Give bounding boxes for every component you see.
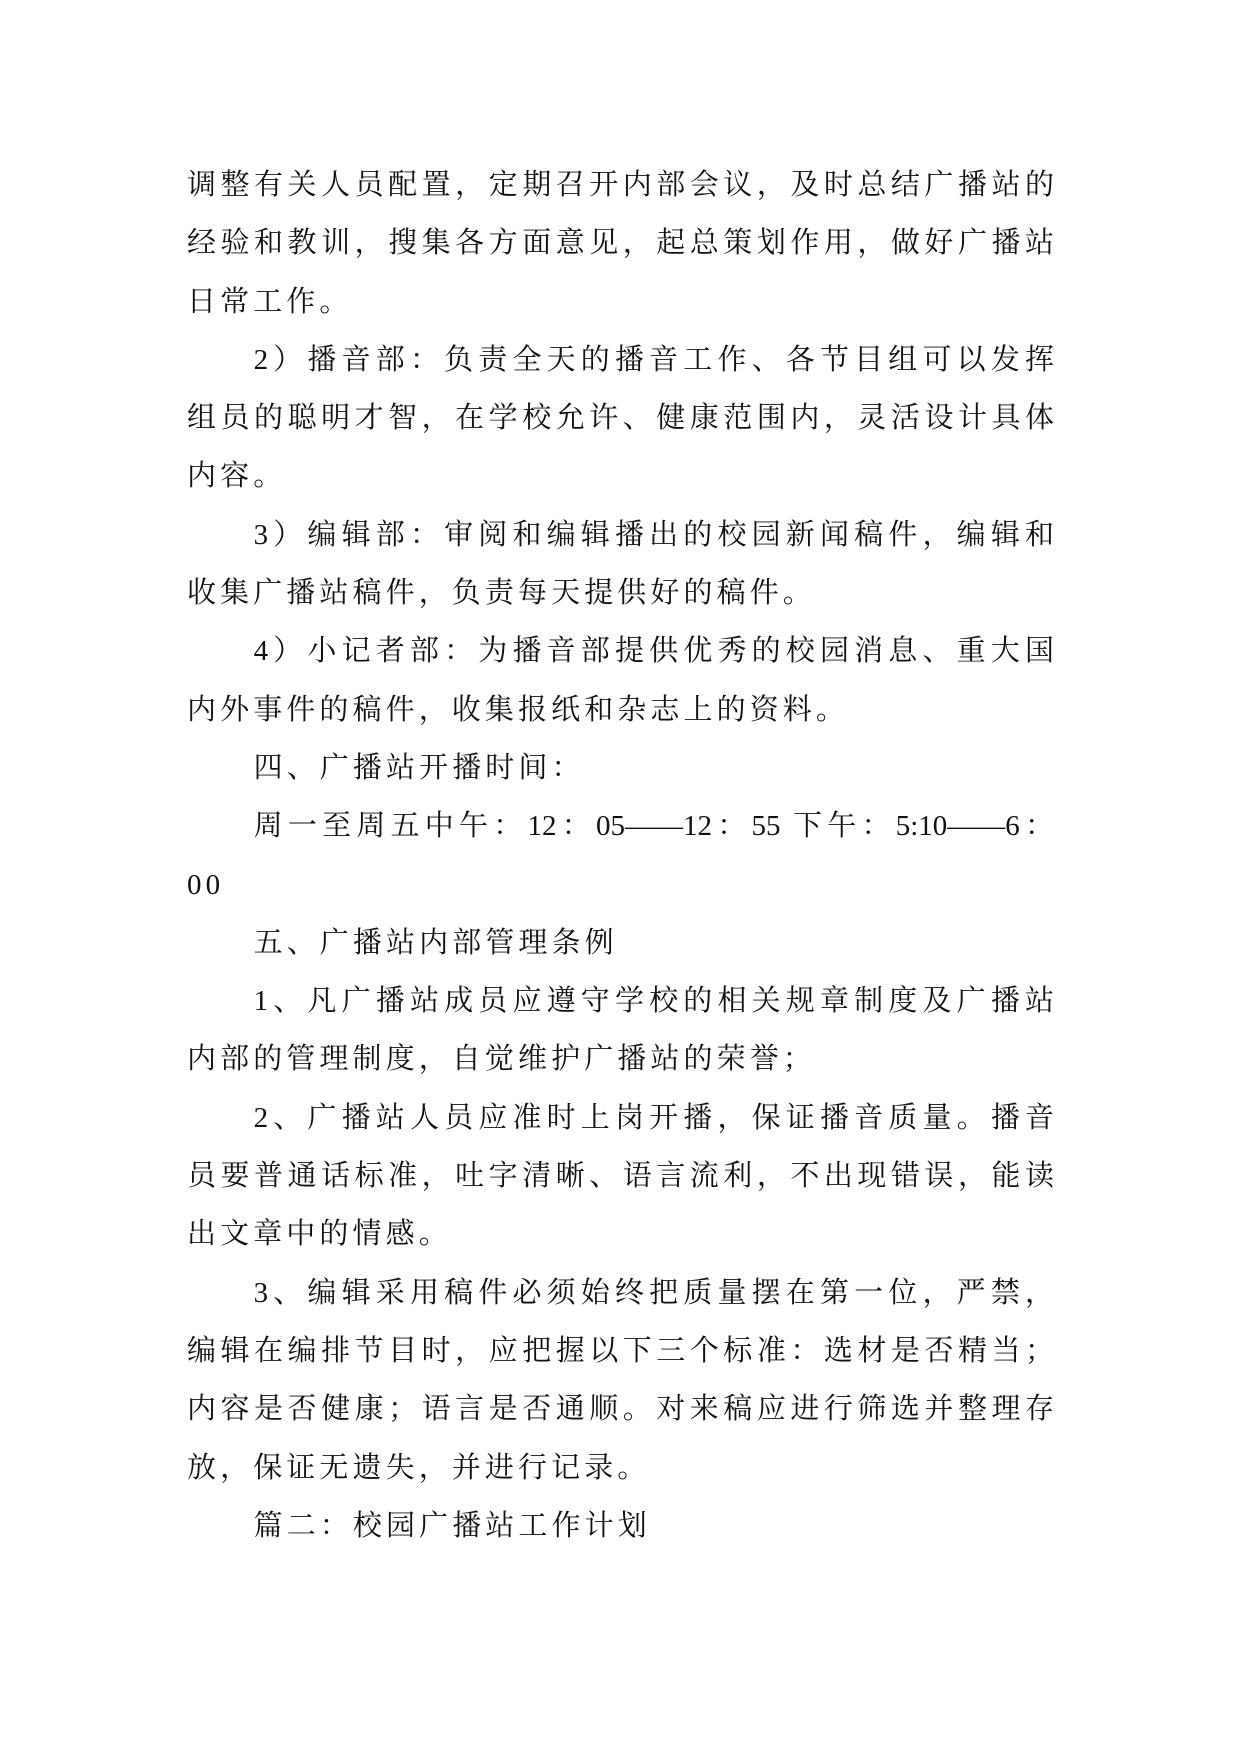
paragraph [187, 797, 1054, 914]
paragraph-line: 经验和教训，搜集各方面意见，起总策划作用，做好广播站 [187, 227, 1054, 260]
paragraph-line: 00 [187, 868, 225, 901]
paragraph-line: 3、编辑采用稿件必须始终把质量摆在第一位，严禁， [253, 1276, 1054, 1309]
document-body [187, 156, 1054, 1555]
paragraph-line: 周一至周五中午：12：05——12：55 下午：5:10——6： [253, 810, 1054, 843]
section-heading-text: 五、广播站内部管理条例 [253, 926, 618, 959]
paragraph-line: 2、广播站人员应准时上岗开播，保证播音质量。播音 [253, 1101, 1054, 1134]
paragraph-line: 编辑在编排节目时，应把握以下三个标准：选材是否精当； [187, 1334, 1054, 1367]
paragraph-line: 放，保证无遗失，并进行记录。 [187, 1451, 651, 1484]
section-heading-text: 篇二：校园广播站工作计划 [253, 1509, 651, 1542]
section-heading [187, 739, 1054, 797]
paragraph [187, 156, 1054, 331]
paragraph-line: 收集广播站稿件，负责每天提供好的稿件。 [187, 577, 816, 610]
paragraph-line: 员要普通话标准，吐字清晰、语言流利，不出现错误，能读 [187, 1160, 1054, 1193]
paragraph [187, 1264, 1054, 1497]
paragraph [187, 506, 1054, 623]
paragraph-line: 内外事件的稿件，收集报纸和杂志上的资料。 [187, 693, 850, 726]
section-heading [187, 914, 1054, 972]
section-heading [187, 1497, 1054, 1555]
paragraph [187, 622, 1054, 739]
paragraph [187, 331, 1054, 506]
section-heading-text: 四、广播站开播时间： [253, 751, 585, 784]
paragraph-line: 组员的聪明才智，在学校允许、健康范围内，灵活设计具体 [187, 402, 1054, 435]
paragraph [187, 972, 1054, 1089]
paragraph-line: 2）播音部：负责全天的播音工作、各节目组可以发挥 [253, 343, 1054, 376]
paragraph-line: 3）编辑部：审阅和编辑播出的校园新闻稿件，编辑和 [253, 518, 1054, 551]
paragraph-line: 出文章中的情感。 [187, 1218, 452, 1251]
paragraph [187, 1089, 1054, 1264]
paragraph-line: 1、凡广播站成员应遵守学校的相关规章制度及广播站 [253, 985, 1054, 1018]
paragraph-line: 日常工作。 [187, 285, 353, 318]
paragraph-line: 内容。 [187, 460, 287, 493]
paragraph-line: 内部的管理制度，自觉维护广播站的荣誉； [187, 1043, 816, 1076]
paragraph-line: 4）小记者部：为播音部提供优秀的校园消息、重大国 [253, 635, 1054, 668]
paragraph-line: 调整有关人员配置，定期召开内部会议，及时总结广播站的 [187, 169, 1054, 201]
paragraph-line: 内容是否健康；语言是否通顺。对来稿应进行筛选并整理存 [187, 1393, 1054, 1426]
